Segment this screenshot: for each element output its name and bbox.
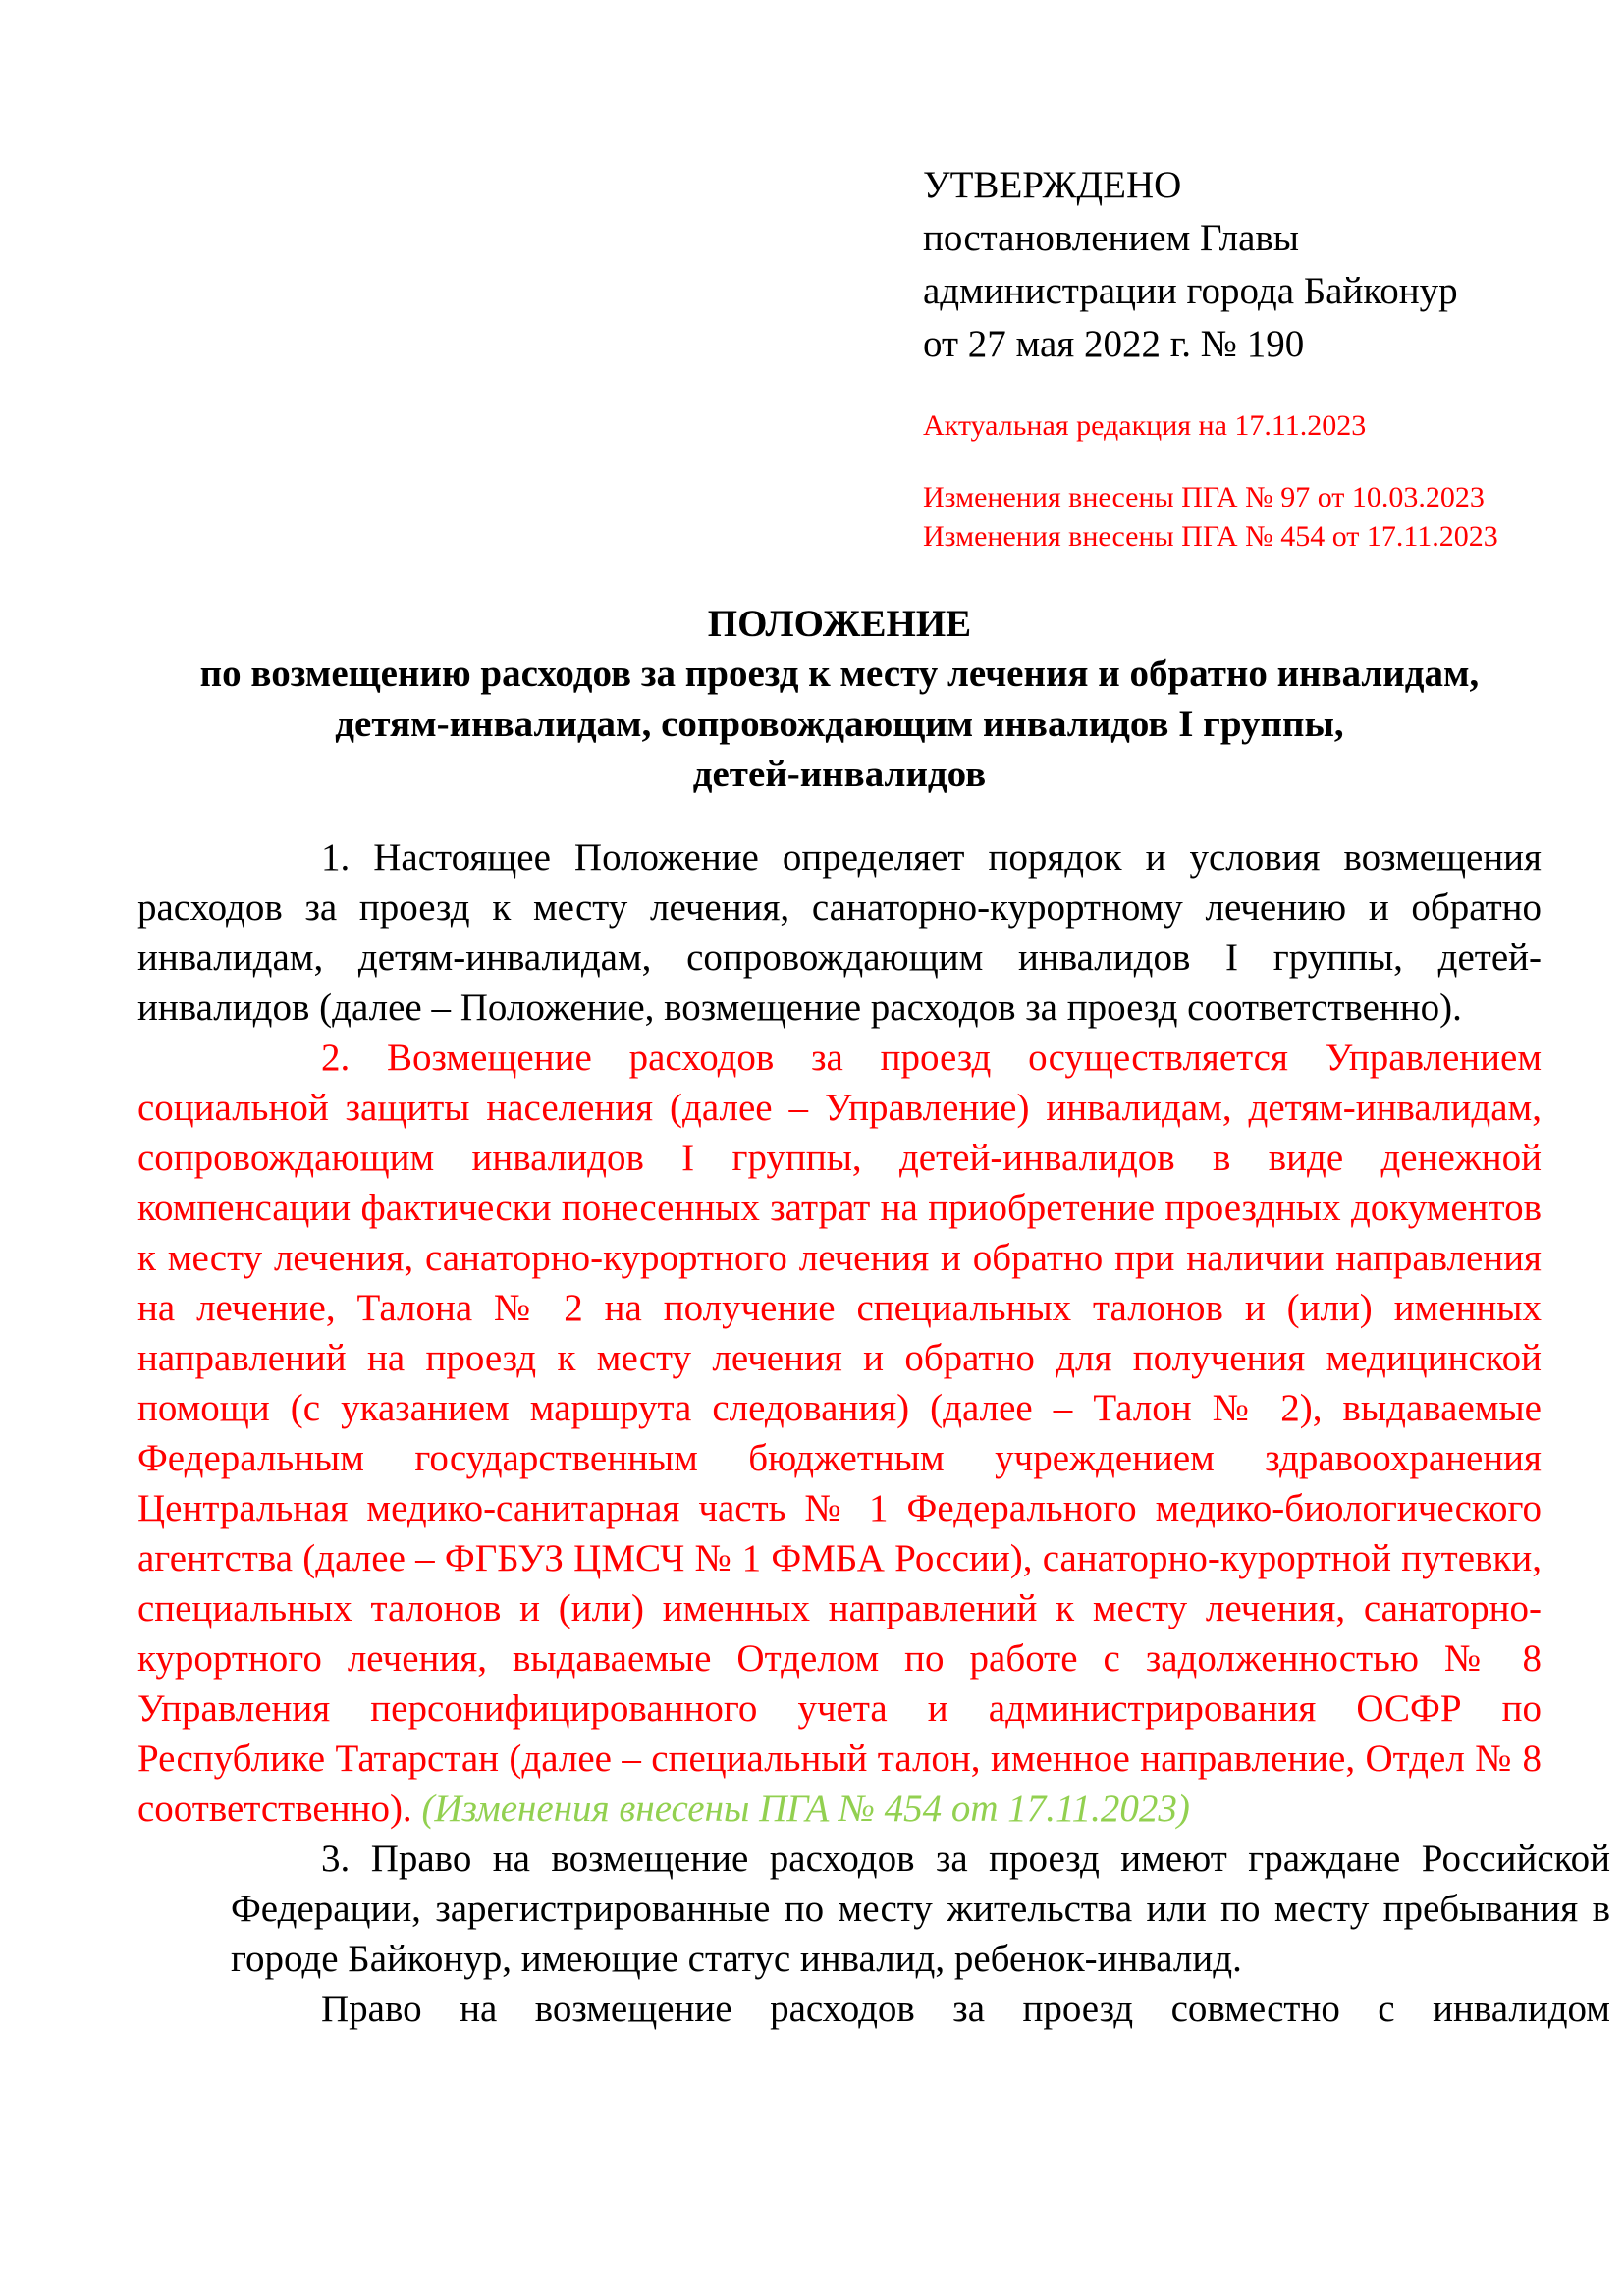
approval-line: УТВЕРЖДЕНО [923, 164, 1182, 206]
approval-line: от 27 мая 2022 г. № 190 [923, 323, 1305, 365]
approval-line: постановлением Главы [923, 217, 1300, 259]
paragraph-4: Право на возмещение расходов за проезд совместно с инвалидом [321, 1988, 1610, 2030]
paragraph-1: 1. Настоящее Положение определяет порядок и условия возмещения расходов за проезд к месту лечения, санаторно-курортному лечению и обратно инвалидам, детям-инвалидам, сопровождающим инвалидов I группы, детей-инвалидов (далее – Положение, возмещение расходов за проезд соответственно). [137, 836, 1542, 1029]
revision-note: Актуальная редакция на 17.11.2023 [923, 409, 1367, 442]
paragraph-2 [137, 1033, 1542, 1834]
title-line: детям-инвалидам, сопровождающим инвалидов I группы, [335, 703, 1344, 745]
document-body [137, 832, 1610, 2034]
document-title [137, 599, 1542, 799]
approval-block [923, 159, 1542, 371]
paragraph-2-text: 2. Возмещение расходов за проезд осуществляется Управлением социальной защиты населения (далее – Управление) инвалидам, детям-инвалидам, сопровождающим инвалидов I группы, детей-инвалидов в виде денежной компенсации фактически понесенных затрат на приобретение проездных документов к месту лечения, санаторно-курортного лечения и обратно при наличии направления на лечение, Талона № 2 на получение специальных талонов и (или) именных направлений на проезд к месту лечения и обратно для получения медицинской помощи (с указанием маршрута следования) (далее – Талон № 2), выдаваемые Федеральным государственным бюджетным учреждением здравоохранения Центральная медико-санитарная часть № 1 Федерального медико-биологического агентства (далее – ФГБУЗ ЦМСЧ № 1 ФМБА России), санаторно-курортной путевки, специальных талонов и (или) именных направлений к месту лечения, санаторно-курортного лечения, выдаваемые Отделом по работе с задолженностью № 8 Управления персонифицированного учета и администрирования ОСФР по Республике Татарстан (далее – специальный талон, именное направление, Отдел № 8 соответственно). [137, 1037, 1542, 1830]
amendment-note: Изменения внесены ПГА № 97 от 10.03.2023 [923, 481, 1485, 513]
amendment-note: Изменения внесены ПГА № 454 от 17.11.2023 [923, 520, 1498, 553]
amendment-notes [923, 478, 1542, 557]
paragraph-2-amendment-note: (Изменения внесены ПГА № 454 от 17.11.2023) [421, 1788, 1190, 1830]
title-line: ПОЛОЖЕНИЕ [707, 603, 972, 645]
paragraph-3: 3. Право на возмещение расходов за проезд имеют граждане Российской Федерации, зарегистрированные по месту жительства или по месту пребывания в городе Байконур, имеющие статус инвалид, ребенок-инвалид. [231, 1838, 1610, 1980]
title-line: по возмещению расходов за проезд к месту лечения и обратно инвалидам, [199, 653, 1480, 695]
title-line: детей-инвалидов [692, 753, 987, 795]
approval-line: администрации города Байконур [923, 270, 1458, 312]
